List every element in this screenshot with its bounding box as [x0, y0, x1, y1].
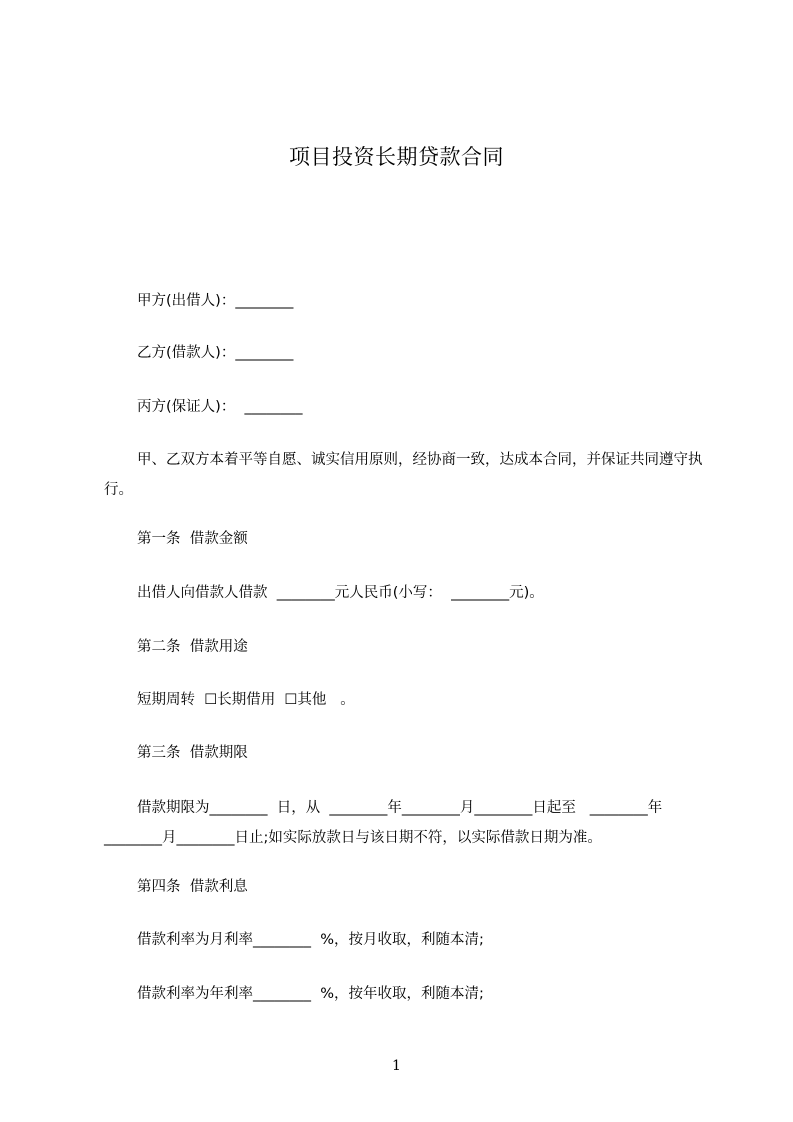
- party-b-line: 乙方(借款人)：________: [137, 345, 294, 361]
- article-3-heading: 第三条 借款期限: [137, 745, 248, 761]
- page-number: 1: [392, 1058, 401, 1074]
- article-2-heading: 第二条 借款用途: [137, 639, 248, 655]
- document-title: 项目投资长期贷款合同: [289, 145, 504, 169]
- article-4-heading: 第四条 借款利息: [137, 879, 248, 895]
- article-1-text: 出借人向借款人借款 ________元人民币(小写： ________元)。: [137, 585, 544, 601]
- article-1-heading: 第一条 借款金额: [137, 531, 248, 547]
- interest-monthly-line: 借款利率为月利率________ %，按月收取，利随本清;: [137, 932, 484, 948]
- article-2-text: 短期周转 ☐长期借用 ☐其他 。: [137, 692, 355, 708]
- party-a-line: 甲方(出借人)：________: [137, 293, 294, 309]
- party-c-line: 丙方(保证人)： ________: [137, 399, 303, 415]
- intro-paragraph: 甲、乙双方本着平等自愿、诚实信用原则，经协商一致，达成本合同，并保证共同遵守执行。: [104, 452, 703, 498]
- article-3-text: 借款期限为________ 日，从 ________年________月________日起至 ________年________月________日止;如实际放款日与该日期不符，以实际借款日期为准。: [104, 800, 663, 846]
- interest-yearly-line: 借款利率为年利率________ %，按年收取，利随本清;: [137, 986, 484, 1002]
